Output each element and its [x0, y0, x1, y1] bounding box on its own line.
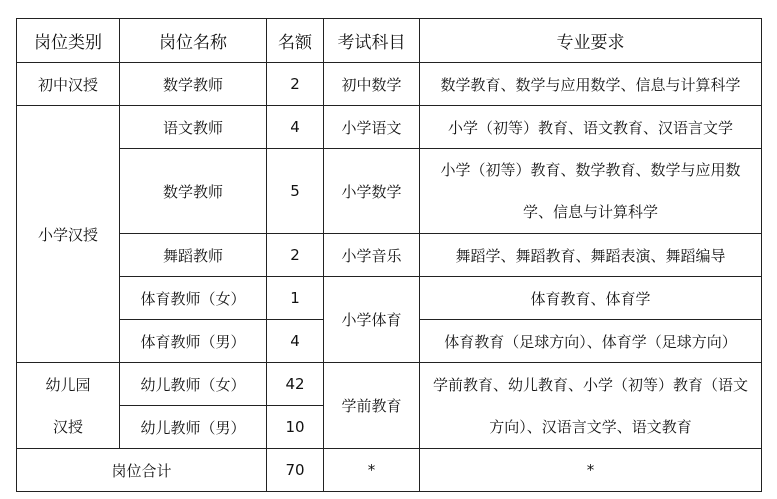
header-requirement: 专业要求	[420, 19, 762, 63]
subject-cell: 学前教育	[324, 363, 420, 449]
header-category: 岗位类别	[17, 19, 120, 63]
table-row	[17, 277, 762, 320]
position-cell: 数学教师	[120, 149, 267, 234]
total-subject-cell: *	[324, 449, 420, 492]
total-label-cell: 岗位合计	[17, 449, 267, 492]
position-cell: 体育教师（女）	[120, 277, 267, 320]
category-cell	[17, 363, 120, 449]
requirement-cell: 体育教育（足球方向）、体育学（足球方向）	[420, 320, 762, 363]
table-row	[17, 63, 762, 106]
requirement-cell: 体育教育、体育学	[420, 277, 762, 320]
requirement-cell: 小学（初等）教育、数学教育、数学与应用数学、信息与计算科学	[420, 149, 762, 234]
requirement-cell: 学前教育、幼儿教育、小学（初等）教育（语文方向）、汉语言文学、语文教育	[420, 363, 762, 449]
total-requirement-cell: *	[420, 449, 762, 492]
position-cell: 数学教师	[120, 63, 267, 106]
subject-cell: 初中数学	[324, 63, 420, 106]
count-cell: 2	[267, 63, 324, 106]
requirement-cell: 小学（初等）教育、语文教育、汉语言文学	[420, 106, 762, 149]
header-position: 岗位名称	[120, 19, 267, 63]
position-cell: 体育教师（男）	[120, 320, 267, 363]
requirement-cell: 数学教育、数学与应用数学、信息与计算科学	[420, 63, 762, 106]
count-cell: 4	[267, 320, 324, 363]
count-cell: 5	[267, 149, 324, 234]
count-cell: 4	[267, 106, 324, 149]
table-row	[17, 363, 762, 406]
total-row	[17, 449, 762, 492]
header-subject: 考试科目	[324, 19, 420, 63]
category-line-1: 幼儿园	[45, 375, 91, 394]
position-cell: 幼儿教师（女）	[120, 363, 267, 406]
category-cell: 小学汉授	[17, 106, 120, 363]
subject-cell: 小学语文	[324, 106, 420, 149]
position-cell: 语文教师	[120, 106, 267, 149]
count-cell: 10	[267, 406, 324, 449]
table-row	[17, 106, 762, 149]
total-count-cell: 70	[267, 449, 324, 492]
category-line-2: 汉授	[52, 417, 83, 436]
table-header-row	[17, 19, 762, 63]
subject-cell: 小学体育	[324, 277, 420, 363]
position-cell: 舞蹈教师	[120, 234, 267, 277]
count-cell: 1	[267, 277, 324, 320]
recruitment-table	[16, 18, 762, 492]
count-cell: 42	[267, 363, 324, 406]
requirement-cell: 舞蹈学、舞蹈教育、舞蹈表演、舞蹈编导	[420, 234, 762, 277]
subject-cell: 小学音乐	[324, 234, 420, 277]
category-cell: 初中汉授	[17, 63, 120, 106]
header-count: 名额	[267, 19, 324, 63]
subject-cell: 小学数学	[324, 149, 420, 234]
position-cell: 幼儿教师（男）	[120, 406, 267, 449]
table-row	[17, 234, 762, 277]
table-row	[17, 149, 762, 234]
count-cell: 2	[267, 234, 324, 277]
